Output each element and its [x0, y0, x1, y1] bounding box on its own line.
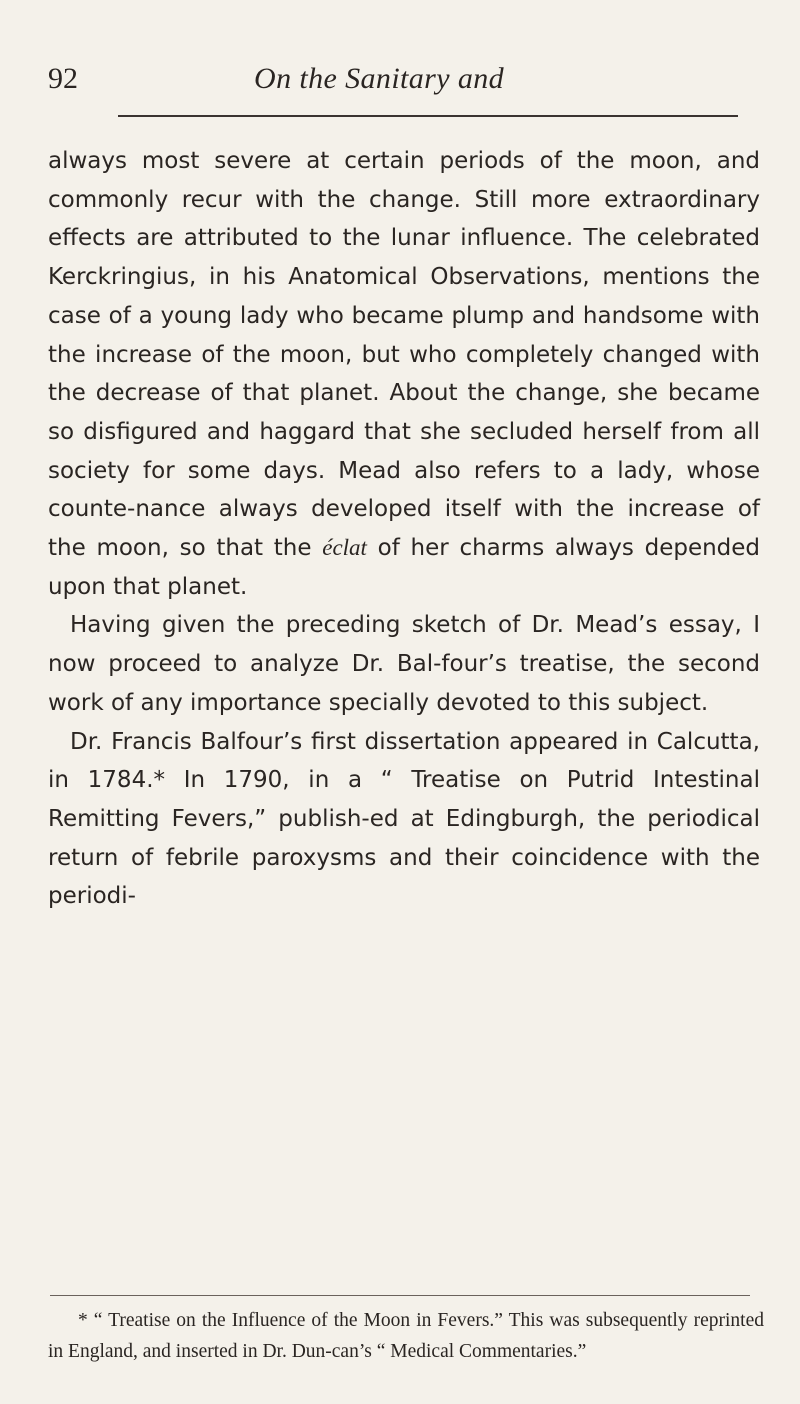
- paragraph-2: Having given the preceding sketch of Dr. Mead’s essay, I now proceed to analyze Dr. Bal-four’s treatise, the second work of any importance specially devoted to this subject.: [48, 612, 760, 716]
- paragraph-1-text-start: always most severe at certain periods of the moon, and commonly recur with the change. Still more extraordinary effects are attributed to the lunar influence. The celebrated Kerckringius, in his Anatomical Observations, mentions the case of a young lady who became plump and handsome with the increase of the moon, but who completely changed with the decrease of that planet. About the change, she became so disfigured and haggard that she secluded herself from all society for some days. Mead also refers to a lady, whose counte-nance always developed itself with the increase of the moon, so that the: [48, 148, 760, 562]
- paragraph-1-text-end: of her charms always depended upon that planet.: [48, 535, 761, 600]
- running-title: On the Sanitary and: [254, 62, 505, 95]
- main-text: [48, 142, 760, 916]
- eclat-word: éclat: [322, 535, 367, 561]
- paragraph-1: [48, 142, 760, 606]
- footnote-rule: [50, 1295, 750, 1296]
- paragraph-3: Dr. Francis Balfour’s first dissertation appeared in Calcutta, in 1784.* In 1790, in a “ Treatise on Putrid Intestinal Remitting Fevers,” publish-ed at Edingburgh, the periodical return of febrile paroxysms and their coincidence with the periodi-: [48, 728, 760, 910]
- running-head: [48, 62, 748, 112]
- page-number: 92: [48, 62, 78, 95]
- footnote: [48, 1305, 764, 1367]
- footnote-text: * “ Treatise on the Influence of the Moon in Fevers.” This was subsequently reprinted in England, and inserted in Dr. Dun-can’s “ Medical Commentaries.”: [48, 1310, 764, 1362]
- header-rule: [118, 115, 738, 117]
